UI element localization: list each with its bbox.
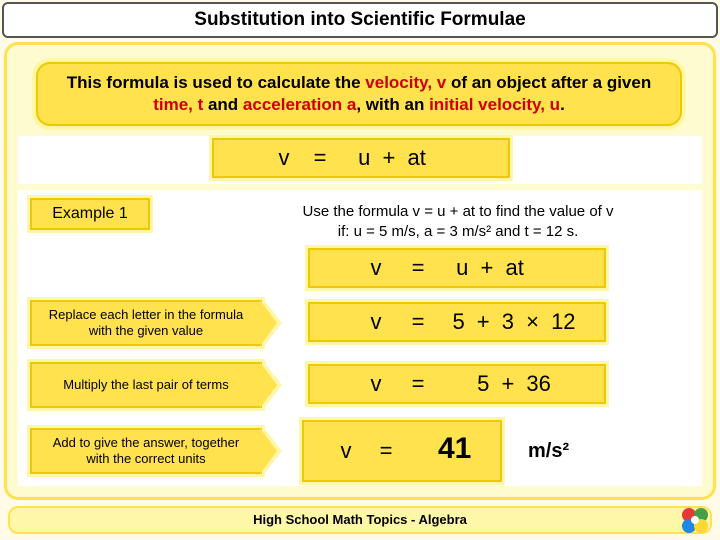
work-lhs: v bbox=[370, 255, 382, 280]
instruction-line-2: if: u = 5 m/s, a = 3 m/s² and t = 12 s. bbox=[337, 223, 579, 240]
work-line-answer bbox=[302, 420, 502, 482]
footer-text: High School Math Topics - Algebra bbox=[253, 512, 467, 527]
formula-equals: = bbox=[313, 145, 327, 170]
work-line-formula bbox=[308, 248, 606, 288]
page-title bbox=[2, 2, 718, 38]
intro-initial-velocity: initial velocity, u bbox=[429, 95, 561, 114]
intro-text-2: of an object after a given bbox=[446, 73, 652, 92]
step-arrow-fill bbox=[260, 362, 277, 408]
step-label-text: Add to give the answer, together with the correct units bbox=[52, 435, 240, 466]
step-arrow-fill bbox=[260, 428, 277, 474]
work-equals: = bbox=[379, 438, 393, 463]
work-line-substituted bbox=[308, 302, 606, 342]
step-arrow-fill bbox=[260, 300, 277, 346]
formula-rhs: u + at bbox=[358, 145, 426, 170]
intro-time: time, t bbox=[153, 95, 204, 114]
intro-text-1: This formula is used to calculate the bbox=[66, 73, 366, 92]
example-label-text: Example 1 bbox=[52, 205, 128, 222]
work-equals: = bbox=[411, 255, 425, 280]
work-equals: = bbox=[411, 309, 425, 334]
example-label bbox=[30, 198, 150, 230]
step-label-substitute bbox=[30, 300, 262, 346]
work-lhs: v bbox=[370, 309, 382, 334]
work-rhs: 5 + 36 bbox=[477, 371, 551, 396]
work-rhs: u + at bbox=[456, 255, 524, 280]
step-label-answer bbox=[30, 428, 262, 474]
answer-value: 41 bbox=[438, 432, 472, 465]
work-rhs: 5 + 3 × 12 bbox=[452, 309, 576, 334]
page-title-text: Substitution into Scientific Formulae bbox=[194, 9, 526, 30]
intro-text-4: , with an bbox=[356, 95, 430, 114]
puzzle-logo-icon bbox=[678, 504, 712, 536]
intro-acceleration: acceleration a bbox=[242, 95, 357, 114]
intro-box bbox=[36, 62, 682, 126]
formula-box bbox=[212, 138, 510, 178]
intro-text-3: and bbox=[203, 95, 243, 114]
intro-text-5: . bbox=[560, 95, 565, 114]
instruction-line-1: Use the formula v = u + at to find the value of v bbox=[302, 203, 614, 220]
intro-velocity: velocity, v bbox=[365, 73, 447, 92]
step-label-multiply bbox=[30, 362, 262, 408]
step-label-text: Multiply the last pair of terms bbox=[63, 377, 229, 392]
work-equals: = bbox=[411, 371, 425, 396]
work-lhs: v bbox=[340, 438, 352, 463]
answer-units: m/s² bbox=[528, 440, 570, 462]
instruction-text bbox=[250, 202, 666, 242]
step-label-text: Replace each letter in the formula with the given value bbox=[48, 307, 244, 338]
work-line-multiplied bbox=[308, 364, 606, 404]
work-lhs: v bbox=[370, 371, 382, 396]
formula-lhs: v bbox=[278, 145, 290, 170]
